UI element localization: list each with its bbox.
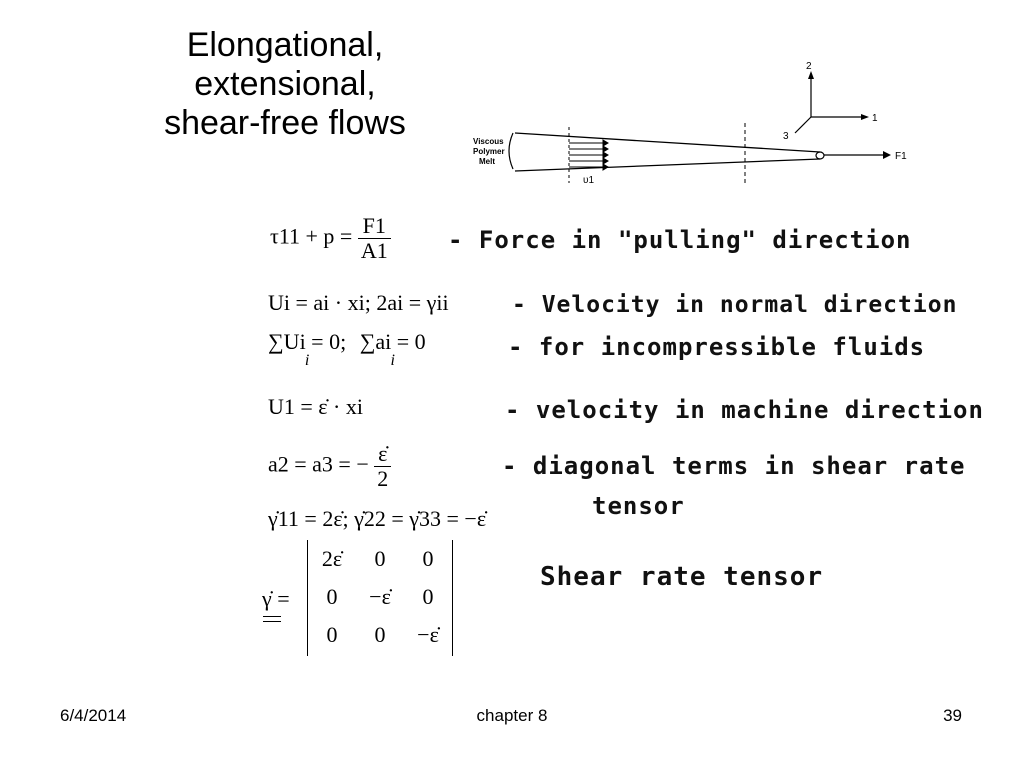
eq3-b-sub: i <box>390 352 395 369</box>
diagram-svg <box>465 55 915 195</box>
axis-3-line <box>795 117 811 133</box>
eq3-b: ∑ai = 0 <box>359 329 426 354</box>
force-arrow-head <box>883 151 891 159</box>
matrix-cell: 0 <box>326 584 338 609</box>
note-shear-rate-tensor: Shear rate tensor <box>540 562 824 592</box>
footer-date: 6/4/2014 <box>60 706 127 725</box>
eq3-sum-2 <box>359 329 426 370</box>
axis-3-label: 3 <box>783 131 789 142</box>
matrix-cell: −ε̇ <box>417 622 439 647</box>
eq5-numerator: ε̇ <box>374 442 391 467</box>
footer-page-number: 39 <box>943 706 962 725</box>
matrix-cell: 0 <box>374 546 386 571</box>
matrix-cell: 0 <box>422 584 434 609</box>
eq1-numerator: F1 <box>358 214 391 239</box>
eq1-fraction <box>358 214 391 263</box>
matrix-row <box>308 616 452 654</box>
melt-outline <box>509 133 513 169</box>
title-line-3: shear-free flows <box>164 104 406 142</box>
slide-title <box>110 26 460 143</box>
matrix-cell: 2ε̇ <box>321 546 343 571</box>
eq1-denominator: A1 <box>360 238 388 263</box>
eq5-left: a2 = a3 = − <box>268 451 369 477</box>
note-pulling-force: - Force in "pulling" direction <box>448 226 912 254</box>
fiber-tip <box>816 152 824 159</box>
equation-shear-rate: γ̇11 = 2ε̇; γ̇22 = γ̇33 = −ε̇ <box>268 506 487 531</box>
note-normal-velocity: - Velocity in normal direction <box>512 292 958 318</box>
eq3-sum-1 <box>268 329 347 370</box>
axis-2-head <box>808 71 814 79</box>
equation-tensor-left: γ̇ = <box>262 586 290 611</box>
fiber-drawing-diagram <box>465 55 915 195</box>
axis-1-label: 1 <box>872 113 878 124</box>
matrix-cell: −ε̇ <box>369 584 391 609</box>
equation-continuity <box>268 329 426 370</box>
fiber-bottom-edge <box>515 159 820 171</box>
eq1-left: τ11 + p = <box>270 223 353 249</box>
matrix-cell: 0 <box>326 622 338 647</box>
melt-label-3: Melt <box>479 157 495 166</box>
note-tensor: tensor <box>592 492 685 520</box>
matrix-row <box>308 540 452 578</box>
eq5-denominator: 2 <box>377 466 389 491</box>
axis-1-head <box>861 114 869 120</box>
matrix-row <box>308 578 452 616</box>
equation-velocity: Ui = ai · xi; 2ai = γii <box>268 290 449 315</box>
melt-label-2: Polymer <box>473 147 505 156</box>
shear-rate-matrix <box>307 540 453 656</box>
force-label: F1 <box>895 151 907 162</box>
velocity-arrows <box>569 140 608 170</box>
note-incompressible: - for incompressible fluids <box>508 333 926 361</box>
note-diagonal-terms: - diagonal terms in shear rate <box>502 452 966 480</box>
title-line-2: extensional, <box>194 65 376 103</box>
equation-machine-velocity: U1 = ε̇ · xi <box>268 394 363 419</box>
axis-2-label: 2 <box>806 61 812 72</box>
footer-chapter: chapter 8 <box>476 706 548 725</box>
title-line-1: Elongational, <box>186 26 384 64</box>
eq5-fraction <box>374 442 391 491</box>
fiber-top-edge <box>515 133 820 152</box>
eq3-a-sub: i <box>304 352 310 369</box>
eq3-a: ∑Ui = 0; <box>268 329 347 354</box>
melt-label-1: Viscous <box>473 137 504 146</box>
note-machine-velocity: - velocity in machine direction <box>505 396 984 424</box>
equation-stress <box>270 214 391 263</box>
matrix-cell: 0 <box>422 546 434 571</box>
velocity-label: υ1 <box>583 175 595 186</box>
matrix-cell: 0 <box>374 622 386 647</box>
tensor-double-underline <box>263 616 281 622</box>
equation-diagonal <box>268 442 391 491</box>
